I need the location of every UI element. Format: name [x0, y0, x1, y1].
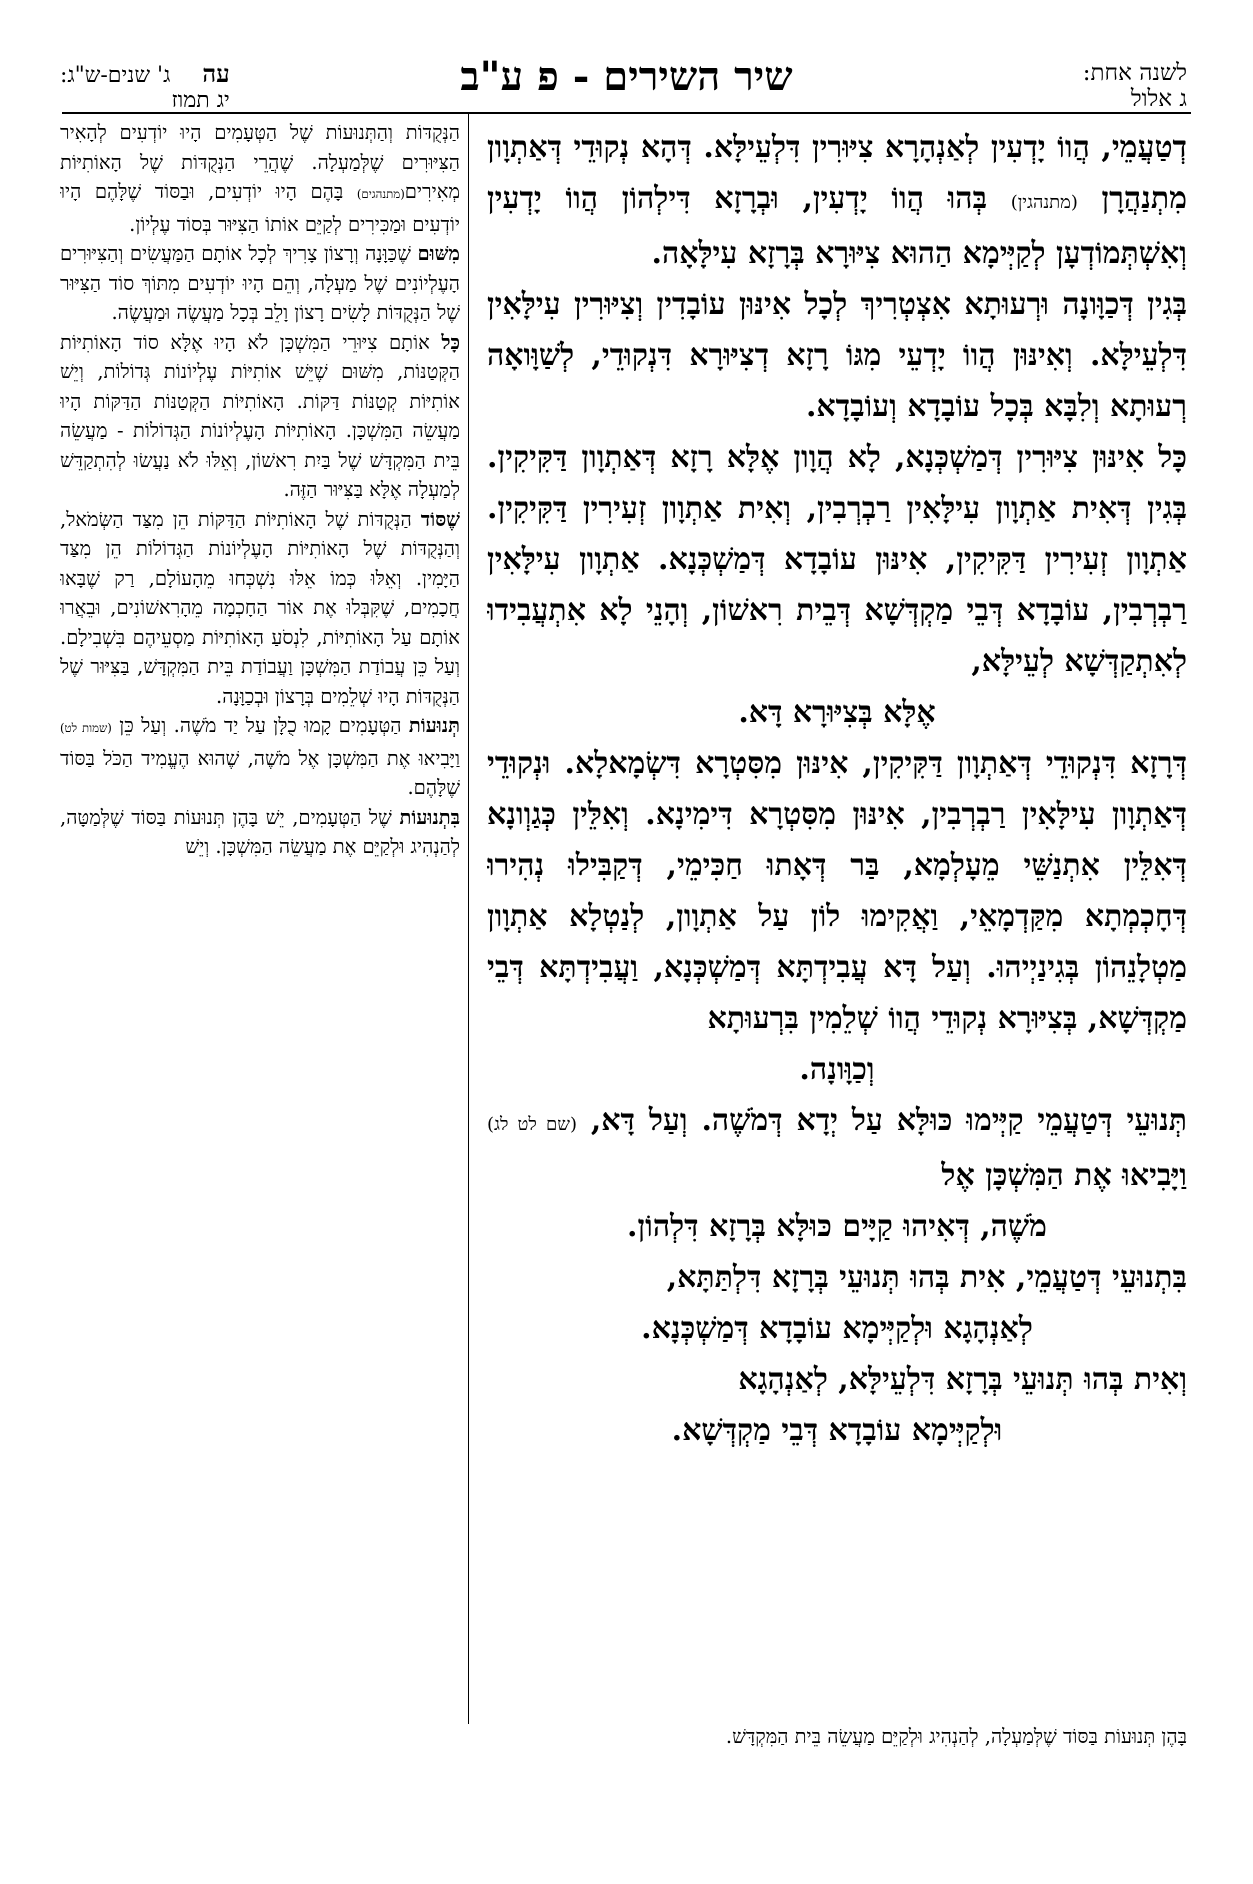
main-paragraph-end: וּלְקַיְּימָא עוֹבָדָא דְּבֵי מַקְדְּשָׁא. — [671, 1413, 1003, 1448]
main-paragraph-mid: לְאַנְהָגָא וּלְקַיְּימָא עוֹבָדָא דְּמַשְׁכְּנָא. — [641, 1311, 1033, 1346]
main-paragraph: בְּגִין דְּכַוָּונָה וּרְעוּתָא אִצְטְרִיךְ לְכָל אִינּוּן עוֹבָדִין וְצִיּוּרִין עִילָּאִין דִּלְעֵילָּא. וְאִינּוּן הֲווֹ יָדְעֵי מִגּוֹ רָזָא דְצִיּוּרָא דִּנְקוּדֵי, לְשַׁוָּואָה רְעוּתָא וְלִבָּא בְּכָל עוֹבָדָא וְעוֹבָדָא. — [487, 287, 1187, 424]
cross-reference: (שם לט לג) — [487, 1114, 577, 1135]
three-year-date: יג תמוז — [171, 88, 230, 114]
commentary-paragraph: שֶׁסּוֹד הַנְּקֻדּוֹת שֶׁל הָאוֹתִיּוֹת הַדַּקּוֹת הֵן מִצַּד הַשְּׂמֹאל, וְהַנְּקֻדּוֹת שֶׁל הָאוֹתִיּוֹת הָעֶלְיוֹנוֹת הַגְּדוֹלוֹת הֵן מִצַּד הַיָּמִין. וְאֵלּוּ כְּמוֹ אֵלּוּ נִשְׁכְּחוּ מֵהָעוֹלָם, רַק שֶׁבָּאוּ חֲכָמִים, שֶׁקִּבְּלוּ אֶת אוֹר הַחָכְמָה מֵהָרִאשׁוֹנִים, וּבֵאֲרוּ אוֹתָם עַל הָאוֹתִיּוֹת, לִנְסֹעַ הָאוֹתִיּוֹת מַסְעֵיהֶם בִּשְׁבִילָם. וְעַל כֵּן עֲבוֹדַת הַמִּשְׁכָּן וַעֲבוֹדַת בֵּית הַמִּקְדָּשׁ, בַּצִּיּוּר שֶׁל הַנְּקֻדּוֹת הָיוּ שְׁלֵמִים בְּרָצוֹן וּבְכַוָּנָה. — [60, 507, 460, 708]
commentary-column — [60, 118, 460, 1728]
paragraph-lead-word: כָּל — [441, 330, 460, 354]
main-paragraph-end: מֹשֶׁה, דְּאִיהוּ קַיָּים כּוּלָּא בְּרָזָא דִּלְהוֹן. — [627, 1209, 1047, 1244]
header-left — [60, 60, 230, 114]
main-paragraph: דְּרָזָא דִּנְקוּדֵי דְּאַתְוָון דַּקִּיקִין, אִינּוּן מִסִּטְרָא דִּשְׂמָאלָא. וּנְקוּדֵי דְּאַתְוָון עִילָּאִין רַבְרְבִין, אִינּוּן מִסִּטְרָא דִּימִינָא. וְאִלֵּין כְּגַוְונָא דְּאִלֵּין אִתְנַשֵּׁי מֵעָלְמָא, בַּר דְּאָתוּ חַכִּימֵי, דְּקַבִּילוּ נְהִירוּ דְּחָכְמְתָא מִקַּדְמָאֵי, וַאֲקִימוּ לוֹן עַל אַתְוָון, לְנַטְלָא אַתְוָון מַטְלָנֵהוֹן בְּגִינַיְיהוּ. וְעַל דָּא עֲבִידְתָּא דְּמַשְׁכְּנָא, וַעֲבִידְתָּא דְּבֵי מַקְדְּשָׁא, בְּצִיּוּרָא נְקוּדֵי הֲווֹ שְׁלֵמִין בִּרְעוּתָא — [487, 746, 1187, 1036]
commentary-paragraph: בִּתְנוּעוֹת שֶׁל הַטְּעָמִים, יֵשׁ בָּהֶן תְּנוּעוֹת בַּסּוֹד שֶׁלְּמַטָּה, לְהַנְהִיג וּלְקַיֵּם אֶת מַעֲשֵׂה הַמִּשְׁכָּן. וְיֵשׁ — [60, 805, 460, 858]
daily-schedule-date: ג אלול — [1130, 86, 1187, 113]
cross-reference: (שמות לט) — [60, 721, 112, 735]
commentary-paragraph: כָּל אוֹתָם צִיּוּרֵי הַמִּשְׁכָּן לֹא הָיוּ אֶלָּא סוֹד הָאוֹתִיּוֹת הַקְּטַנּוֹת, מִשּׁוּם שֶׁיֵּשׁ אוֹתִיּוֹת עֶלְיוֹנוֹת גְּדוֹלוֹת, וְיֵשׁ אוֹתִיּוֹת קְטַנּוֹת דַּקּוֹת. הָאוֹתִיּוֹת הַקְּטַנּוֹת הַדַּקּוֹת הָיוּ מַעֲשֵׂה הַמִּשְׁכָּן. הָאוֹתִיּוֹת הָעֶלְיוֹנוֹת הַגְּדוֹלוֹת - מַעֲשֵׂה בֵּית הַמִּקְדָּשׁ שֶׁל בַּיִת רִאשׁוֹן, וְאֵלּוּ לֹא נַעֲשׂוּ לְהִתְקַדֵּשׁ לְמַעְלָה אֶלָּא בַּצִּיּוּר הַזֶּה. — [60, 330, 460, 501]
commentary-paragraph: מִשּׁוּם שֶׁכַּוָּנָה וְרָצוֹן צָרִיךְ לְכָל אוֹתָם הַמַּעֲשִׂים וְהַצִּיּוּרִים הָעֶלְיוֹנִים שֶׁל מַעְלָה, וְהֵם הָיוּ יוֹדְעִים מִתּוֹךְ סוֹד הַצִּיּוּר שֶׁל הַנְּקֻדּוֹת לָשִׂים רָצוֹן וָלֵב בְּכָל מַעֲשֶׂה וּמַעֲשֶׂה. — [60, 242, 460, 324]
header-rule — [62, 112, 1191, 114]
main-text-column — [487, 122, 1187, 1722]
paragraph-lead-word: תְּנוּעוֹת — [408, 714, 460, 737]
three-year-label: ג' שנים-ש"ג: — [60, 63, 171, 88]
paragraph-lead-word: בִּתְנוּעוֹת — [399, 805, 460, 829]
main-paragraph: וְאִית בְּהוּ תְּנוּעֵי בְּרָזָא דִּלְעֵילָּא, לְאַנְהָגָא — [738, 1362, 1187, 1397]
commentary-paragraph: תְּנוּעוֹת הַטְּעָמִים קָמוּ כֻלָּן עַל יַד מֹשֶׁה. וְעַל כֵּן (שמות לט) וַיָּבִיאוּ אֶת הַמִּשְׁכָּן אֶל מֹשֶׁה, שֶׁהוּא הֶעֱמִיד הַכֹּל בַּסּוֹד שֶׁלָּהֶם. — [60, 714, 460, 799]
cross-reference: (מתנהגים) — [356, 187, 405, 201]
main-paragraph: בִּתְנוּעֵי דְּטַעֲמֵי, אִית בְּהוּ תְּנוּעֵי בְּרָזָא דִּלְתַּתָּא, — [666, 1260, 1187, 1295]
paragraph-lead-word: מִשּׁוּם — [417, 242, 460, 265]
paragraph-lead-word: שֶׁסּוֹד — [420, 507, 460, 531]
cross-reference: (מתנהגין) — [1010, 192, 1078, 213]
page-number: עה — [202, 59, 230, 88]
main-paragraph-end: אֶלָּא בְּצִיּוּרָא דָּא. — [738, 695, 936, 730]
commentary-paragraph: הַנְּקֻדּוֹת וְהַתְּנוּעוֹת שֶׁל הַטְּעָמִים הָיוּ יוֹדְעִים לְהָאִיר הַצִּיּוּרִים שֶׁלְּמַעְלָה. שֶׁהֲרֵי הַנְּקֻדּוֹת שֶׁל הָאוֹתִיּוֹת מְאִירִים(מתנהגים) בָּהֶם הָיוּ יוֹדְעִים, וּבַסּוֹד שֶׁלָּהֶם הָיוּ יוֹדְעִים וּמַכִּירִים לְקַיֵּם אוֹתוֹ הַצִּיּוּר בְּסוֹד עֶלְיוֹן. — [60, 121, 460, 236]
main-paragraph: כָּל אִינּוּן צִיּוּרִין דְּמַשְׁכְּנָא, לָא הֲוָון אֶלָּא רָזָא דְּאַתְוָון דַּקִּיקִין. בְּגִין דְּאִית אַתְוָון עִילָּאִין רַבְרְבִין, וְאִית אַתְוָון זְעִירִין דַּקִּיקִין. אַתְוָון זְעִירִין דַּקִּיקִין, אִינּוּן עוֹבָדָא דְּמַשְׁכְּנָא. אַתְוָון עִילָּאִין רַבְרְבִין, עוֹבָדָא דְּבֵי מַקְדְּשָׁא דְּבֵית רִאשׁוֹן, וְהָנֵי לָא אִתְעֲבִידוּ לְאִתְקַדְּשָׁא לְעֵילָּא, — [487, 440, 1187, 679]
column-divider — [468, 114, 469, 1724]
page-title: שיר השירים - פ ע"ב — [460, 53, 793, 100]
main-paragraph-end: וְכַוָּונָה. — [799, 1052, 875, 1087]
main-paragraph: דְטַעֲמֵי, הֲווֹ יָדְעִין לְאַנְהָרָא צִיּוּרִין דִּלְעֵילָּא. דְּהָא נְקוּדֵי דְּאַתְוָון מִתְנַהֲרָן (מתנהגין) בְּהוּ הֲווֹ יָדְעִין, וּבְרָזָא דִּילְהוֹן הֲווֹ יָדְעִין וְאִשְׁתְּמוֹדְעָן לְקַיְּימָא הַהוּא צִיּוּרָא בְּרָזָא עִילָּאָה. — [487, 130, 1187, 271]
daily-schedule-label: לשנה אחת: — [1082, 60, 1187, 86]
commentary-continuation: בָּהֶן תְּנוּעוֹת בַּסּוֹד שֶׁלְּמַעְלָה, לְהַנְהִיג וּלְקַיֵּם מַעֲשֵׂה בֵּית הַמִּקְדָּשׁ. — [725, 1725, 1187, 1748]
main-paragraph: תְּנוּעֵי דְּטַעֲמֵי קַיְּימוּ כּוּלָּא עַל יְדָא דְּמֹשֶׁה. וְעַל דָּא, (שם לט לג) וַיָּבִיאוּ אֶת הַמִּשְׁכָּן אֶל — [487, 1103, 1187, 1193]
